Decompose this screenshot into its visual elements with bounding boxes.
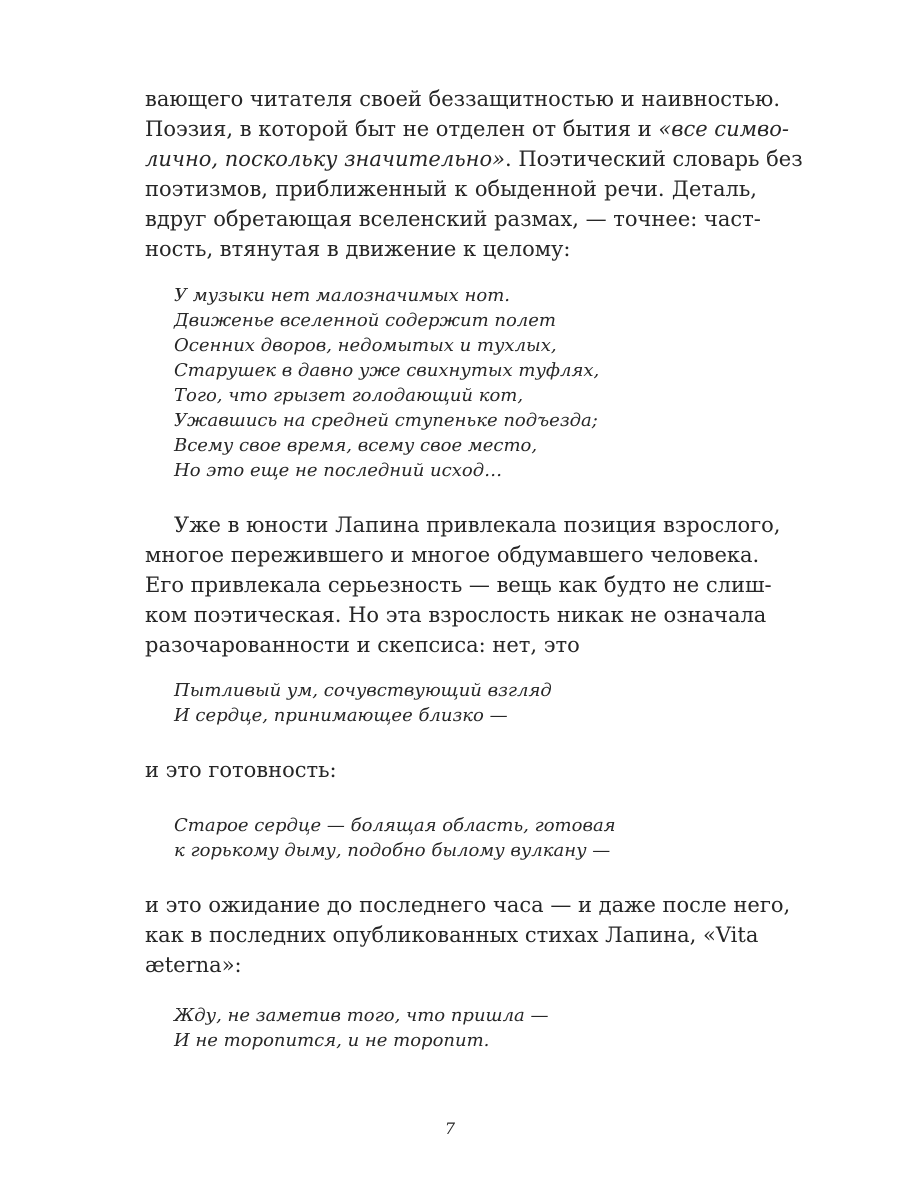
verse-line: Старушек в давно уже свихнутых туфлях,: [174, 360, 600, 381]
paragraph-line: вающего читателя своей беззащитностью и наивностью.: [145, 87, 781, 111]
paragraph-line: многое пережившего и многое обдумавшего человека.: [145, 543, 760, 567]
paragraph-line: вдруг обретающая вселенский размах, — точнее: част-: [145, 207, 761, 231]
paragraph-line: разочарованности и скепсиса: нет, это: [145, 633, 580, 657]
verse-line: И не торопится, и не торопит.: [174, 1030, 490, 1051]
paragraph-line: ность, втянутая в движение к целому:: [145, 237, 571, 261]
paragraph-line: и это готовность:: [145, 758, 337, 782]
paragraph-line: Уже в юности Лапина привлекала позиция взрослого,: [174, 513, 781, 537]
page-number: 7: [444, 1119, 456, 1138]
paragraph-line: æterna»:: [145, 953, 242, 977]
verse-line: к горькому дыму, подобно былому вулкану —: [174, 840, 611, 861]
verse-line: У музыки нет малозначимых нот.: [174, 285, 511, 306]
paragraph-line: [145, 114, 789, 144]
paragraph-line: поэтизмов, приближенный к обыденной речи. Деталь,: [145, 177, 757, 201]
paragraph-line: как в последних опубликованных стихах Лапина, «Vita: [145, 923, 759, 947]
verse-line: Осенних дворов, недомытых и тухлых,: [174, 335, 557, 356]
verse-line: Жду, не заметив того, что пришла —: [174, 1005, 549, 1026]
verse-line: Пытливый ум, сочувствующий взгляд: [174, 680, 552, 701]
verse-line: Старое сердце — болящая область, готовая: [174, 815, 616, 836]
text-run: . Поэтический словарь без: [504, 147, 803, 171]
quote-italic: лично, поскольку значительно»: [145, 147, 505, 171]
verse-line: Но это еще не последний исход…: [174, 460, 503, 481]
text-run: Поэзия, в которой быт не отделен от бытия и: [145, 117, 659, 141]
verse-line: Ужавшись на средней ступеньке подъезда;: [174, 410, 598, 431]
paragraph-line: [145, 144, 803, 174]
verse-line: Того, что грызет голодающий кот,: [174, 385, 524, 406]
quote-italic: «все симво-: [658, 117, 789, 141]
paragraph-line: ком поэтическая. Но эта взрослость никак не означала: [145, 603, 767, 627]
verse-line: Всему свое время, всему свое место,: [174, 435, 538, 456]
verse-line: И сердце, принимающее близко —: [174, 705, 508, 726]
paragraph-line: и это ожидание до последнего часа — и даже после него,: [145, 893, 791, 917]
paragraph-line: Его привлекала серьезность — вещь как будто не слиш-: [145, 573, 772, 597]
verse-line: Движенье вселенной содержит полет: [174, 310, 556, 331]
